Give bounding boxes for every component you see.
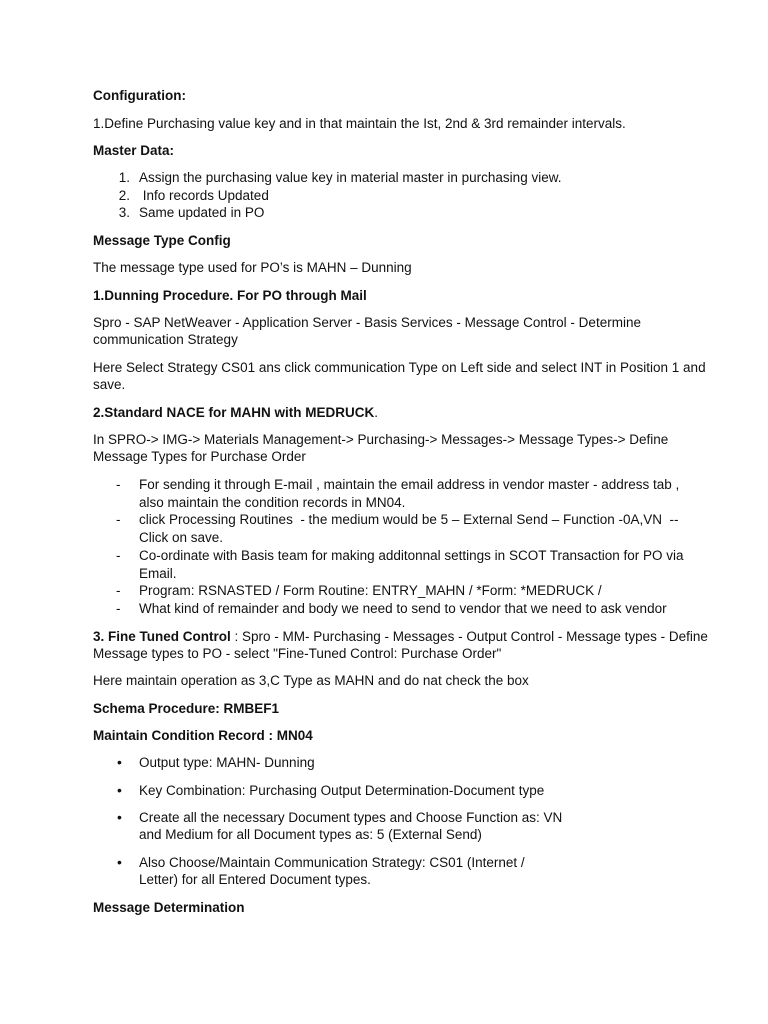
fine-tuned-path: : Spro - MM- Purchasing - Messages - Output Control - Message types - Define xyxy=(230,629,708,644)
dash-marker: - xyxy=(116,477,121,492)
heading-maintain-condition-record: Maintain Condition Record : MN04 xyxy=(93,728,313,743)
heading-message-type-config: Message Type Config xyxy=(93,233,231,248)
list-number: 2. xyxy=(118,188,130,203)
bullet-item-3-line1: Create all the necessary Document types and Choose Function as: VN xyxy=(139,810,563,825)
paragraph-strategy-line1: Here Select Strategy CS01 ans click communication Type on Left side and select INT in Position 1 and xyxy=(93,360,706,375)
heading-message-determination: Message Determination xyxy=(93,900,245,915)
dash-marker: - xyxy=(116,601,121,616)
paragraph-strategy-line2: save. xyxy=(93,377,126,392)
dash-item-2-line2: Click on save. xyxy=(139,530,224,545)
bullet-item-1: Output type: MAHN- Dunning xyxy=(139,755,315,770)
nace-heading-text: 2.Standard NACE for MAHN with MEDRUCK xyxy=(93,405,375,420)
paragraph-fine-tuned-line1 xyxy=(93,628,708,645)
paragraph-img-path-line2: Message Types for Purchase Order xyxy=(93,449,306,464)
dash-item-5: What kind of remainder and body we need to send to vendor that we need to ask vendor xyxy=(139,601,667,616)
list-item-text: Info records Updated xyxy=(139,188,269,203)
heading-configuration: Configuration: xyxy=(93,88,186,103)
list-item-text: Same updated in PO xyxy=(139,205,265,220)
bullet-item-3-line2: and Medium for all Document types as: 5 (External Send) xyxy=(139,827,482,842)
paragraph-fine-tuned-line2: Message types to PO - select "Fine-Tuned Control: Purchase Order" xyxy=(93,646,502,661)
dash-item-2-line1: click Processing Routines - the medium would be 5 – External Send – Function -0A,VN -- xyxy=(139,512,679,527)
heading-dunning-procedure: 1.Dunning Procedure. For PO through Mail xyxy=(93,288,367,303)
nace-heading-period: . xyxy=(374,405,379,420)
dash-marker: - xyxy=(116,583,121,598)
paragraph-message-type: The message type used for PO’s is MAHN – Dunning xyxy=(93,260,412,275)
heading-standard-nace xyxy=(93,404,378,421)
dash-marker: - xyxy=(116,548,121,563)
paragraph-operation: Here maintain operation as 3,C Type as MAHN and do nat check the box xyxy=(93,673,529,688)
bullet-marker: • xyxy=(117,754,122,770)
heading-schema-procedure: Schema Procedure: RMBEF1 xyxy=(93,701,280,716)
dash-item-3-line2: Email. xyxy=(139,566,177,581)
paragraph-img-path-line1: In SPRO-> IMG-> Materials Management-> Purchasing-> Messages-> Message Types-> Define xyxy=(93,432,669,447)
bullet-item-4-line2: Letter) for all Entered Document types. xyxy=(139,872,371,887)
list-number: 3. xyxy=(118,205,130,220)
heading-master-data: Master Data: xyxy=(93,143,175,158)
paragraph-spro-path-line1: Spro - SAP NetWeaver - Application Server - Basis Services - Message Control - Determine xyxy=(93,315,641,330)
bullet-marker: • xyxy=(117,809,122,825)
dash-item-1-line2: also maintain the condition records in MN04. xyxy=(139,495,406,510)
bullet-item-4-line1: Also Choose/Maintain Communication Strategy: CS01 (Internet / xyxy=(139,855,525,870)
list-number: 1. xyxy=(118,170,130,185)
fine-tuned-heading: 3. Fine Tuned Control xyxy=(93,629,231,644)
list-item-text: Assign the purchasing value key in material master in purchasing view. xyxy=(139,170,562,185)
dash-item-3-line1: Co-ordinate with Basis team for making additonnal settings in SCOT Transaction for PO via xyxy=(139,548,684,563)
paragraph-spro-path-line2: communication Strategy xyxy=(93,332,238,347)
bullet-marker: • xyxy=(117,854,122,870)
dash-marker: - xyxy=(116,512,121,527)
dash-item-4: Program: RSNASTED / Form Routine: ENTRY_MAHN / *Form: *MEDRUCK / xyxy=(139,583,602,598)
bullet-item-2: Key Combination: Purchasing Output Determination-Document type xyxy=(139,783,545,798)
bullet-marker: • xyxy=(117,782,122,798)
dash-item-1-line1: For sending it through E-mail , maintain the email address in vendor master - address tab , xyxy=(139,477,680,492)
paragraph-define-value-key: 1.Define Purchasing value key and in that maintain the Ist, 2nd & 3rd remainder intervals. xyxy=(93,116,626,131)
